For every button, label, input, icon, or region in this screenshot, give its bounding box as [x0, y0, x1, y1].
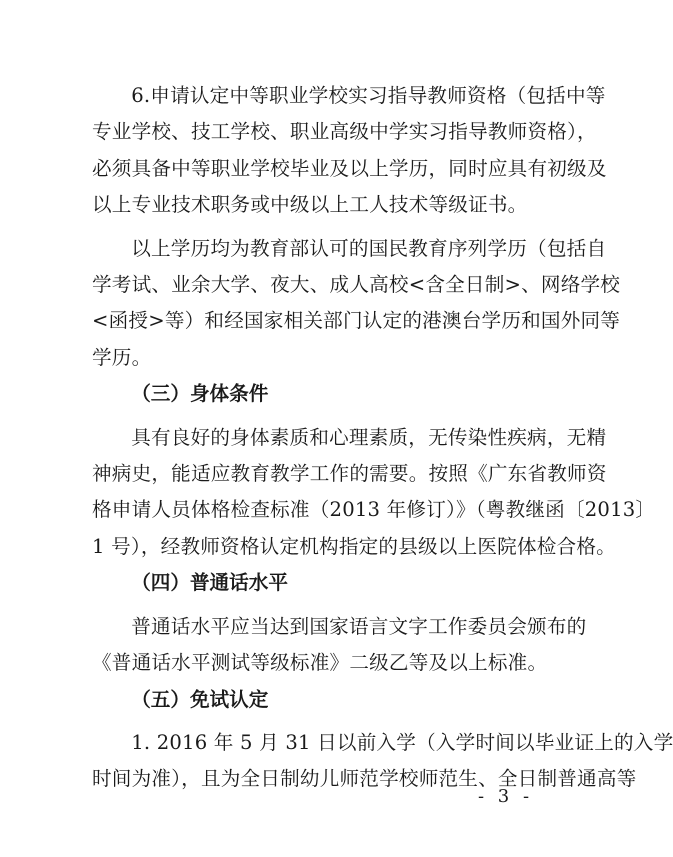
text-line: 1. 2016 年 5 月 31 日以前入学（入学时间以毕业证上的入学 — [131, 730, 673, 754]
section-heading-physical-conditions: （三）身体条件 — [131, 382, 269, 406]
document-body — [92, 78, 673, 798]
text-line: 时间为准），且为全日制幼儿师范学校师范生、全日制普通高等 — [92, 767, 637, 791]
text-line: 学历。 — [92, 345, 152, 369]
text-line: <函授>等）和经国家相关部门认定的港澳台学历和国外同等 — [92, 309, 621, 333]
text-line: 专业学校、技工学校、职业高级中学实习指导教师资格）， — [92, 120, 597, 144]
page-number: - 3 - — [478, 786, 534, 807]
text-line: 6.申请认定中等职业学校实习指导教师资格（包括中等 — [131, 84, 606, 107]
text-line: 普通话水平应当达到国家语言文字工作委员会颁布的 — [131, 614, 587, 638]
paragraph-mandarin-level — [92, 609, 587, 682]
text-line: 必须具备中等职业学校毕业及以上学历，同时应具有初级及 — [92, 156, 607, 180]
text-line: 格申请人员体格检查标准（2013 年修订）》（粤教继函〔2013〕 — [92, 498, 656, 522]
text-line: 以上专业技术职务或中级以上工人技术等级证书。 — [92, 193, 528, 217]
text-line: 神病史，能适应教育教学工作的需要。按照《广东省教师资 — [92, 462, 607, 486]
paragraph-internship-teacher-qualification — [92, 78, 607, 224]
text-line: 《普通话水平测试等级标准》二级乙等及以上标准。 — [92, 651, 548, 675]
paragraph-physical-conditions — [92, 420, 656, 566]
text-line: 具有良好的身体素质和心理素质，无传染性疾病，无精 — [131, 425, 607, 449]
text-line: 1 号），经教师资格认定机构指定的县级以上医院体检合格。 — [92, 534, 616, 558]
section-heading-exam-exemption: （五）免试认定 — [131, 687, 269, 711]
paragraph-education-recognition — [92, 231, 621, 377]
section-heading-mandarin-level: （四）普通话水平 — [131, 571, 288, 595]
text-line: 以上学历均为教育部认可的国民教育序列学历（包括自 — [131, 236, 607, 260]
paragraph-exam-exemption — [92, 725, 673, 798]
text-line: 学考试、业余大学、夜大、成人高校<含全日制>、网络学校 — [92, 273, 621, 297]
